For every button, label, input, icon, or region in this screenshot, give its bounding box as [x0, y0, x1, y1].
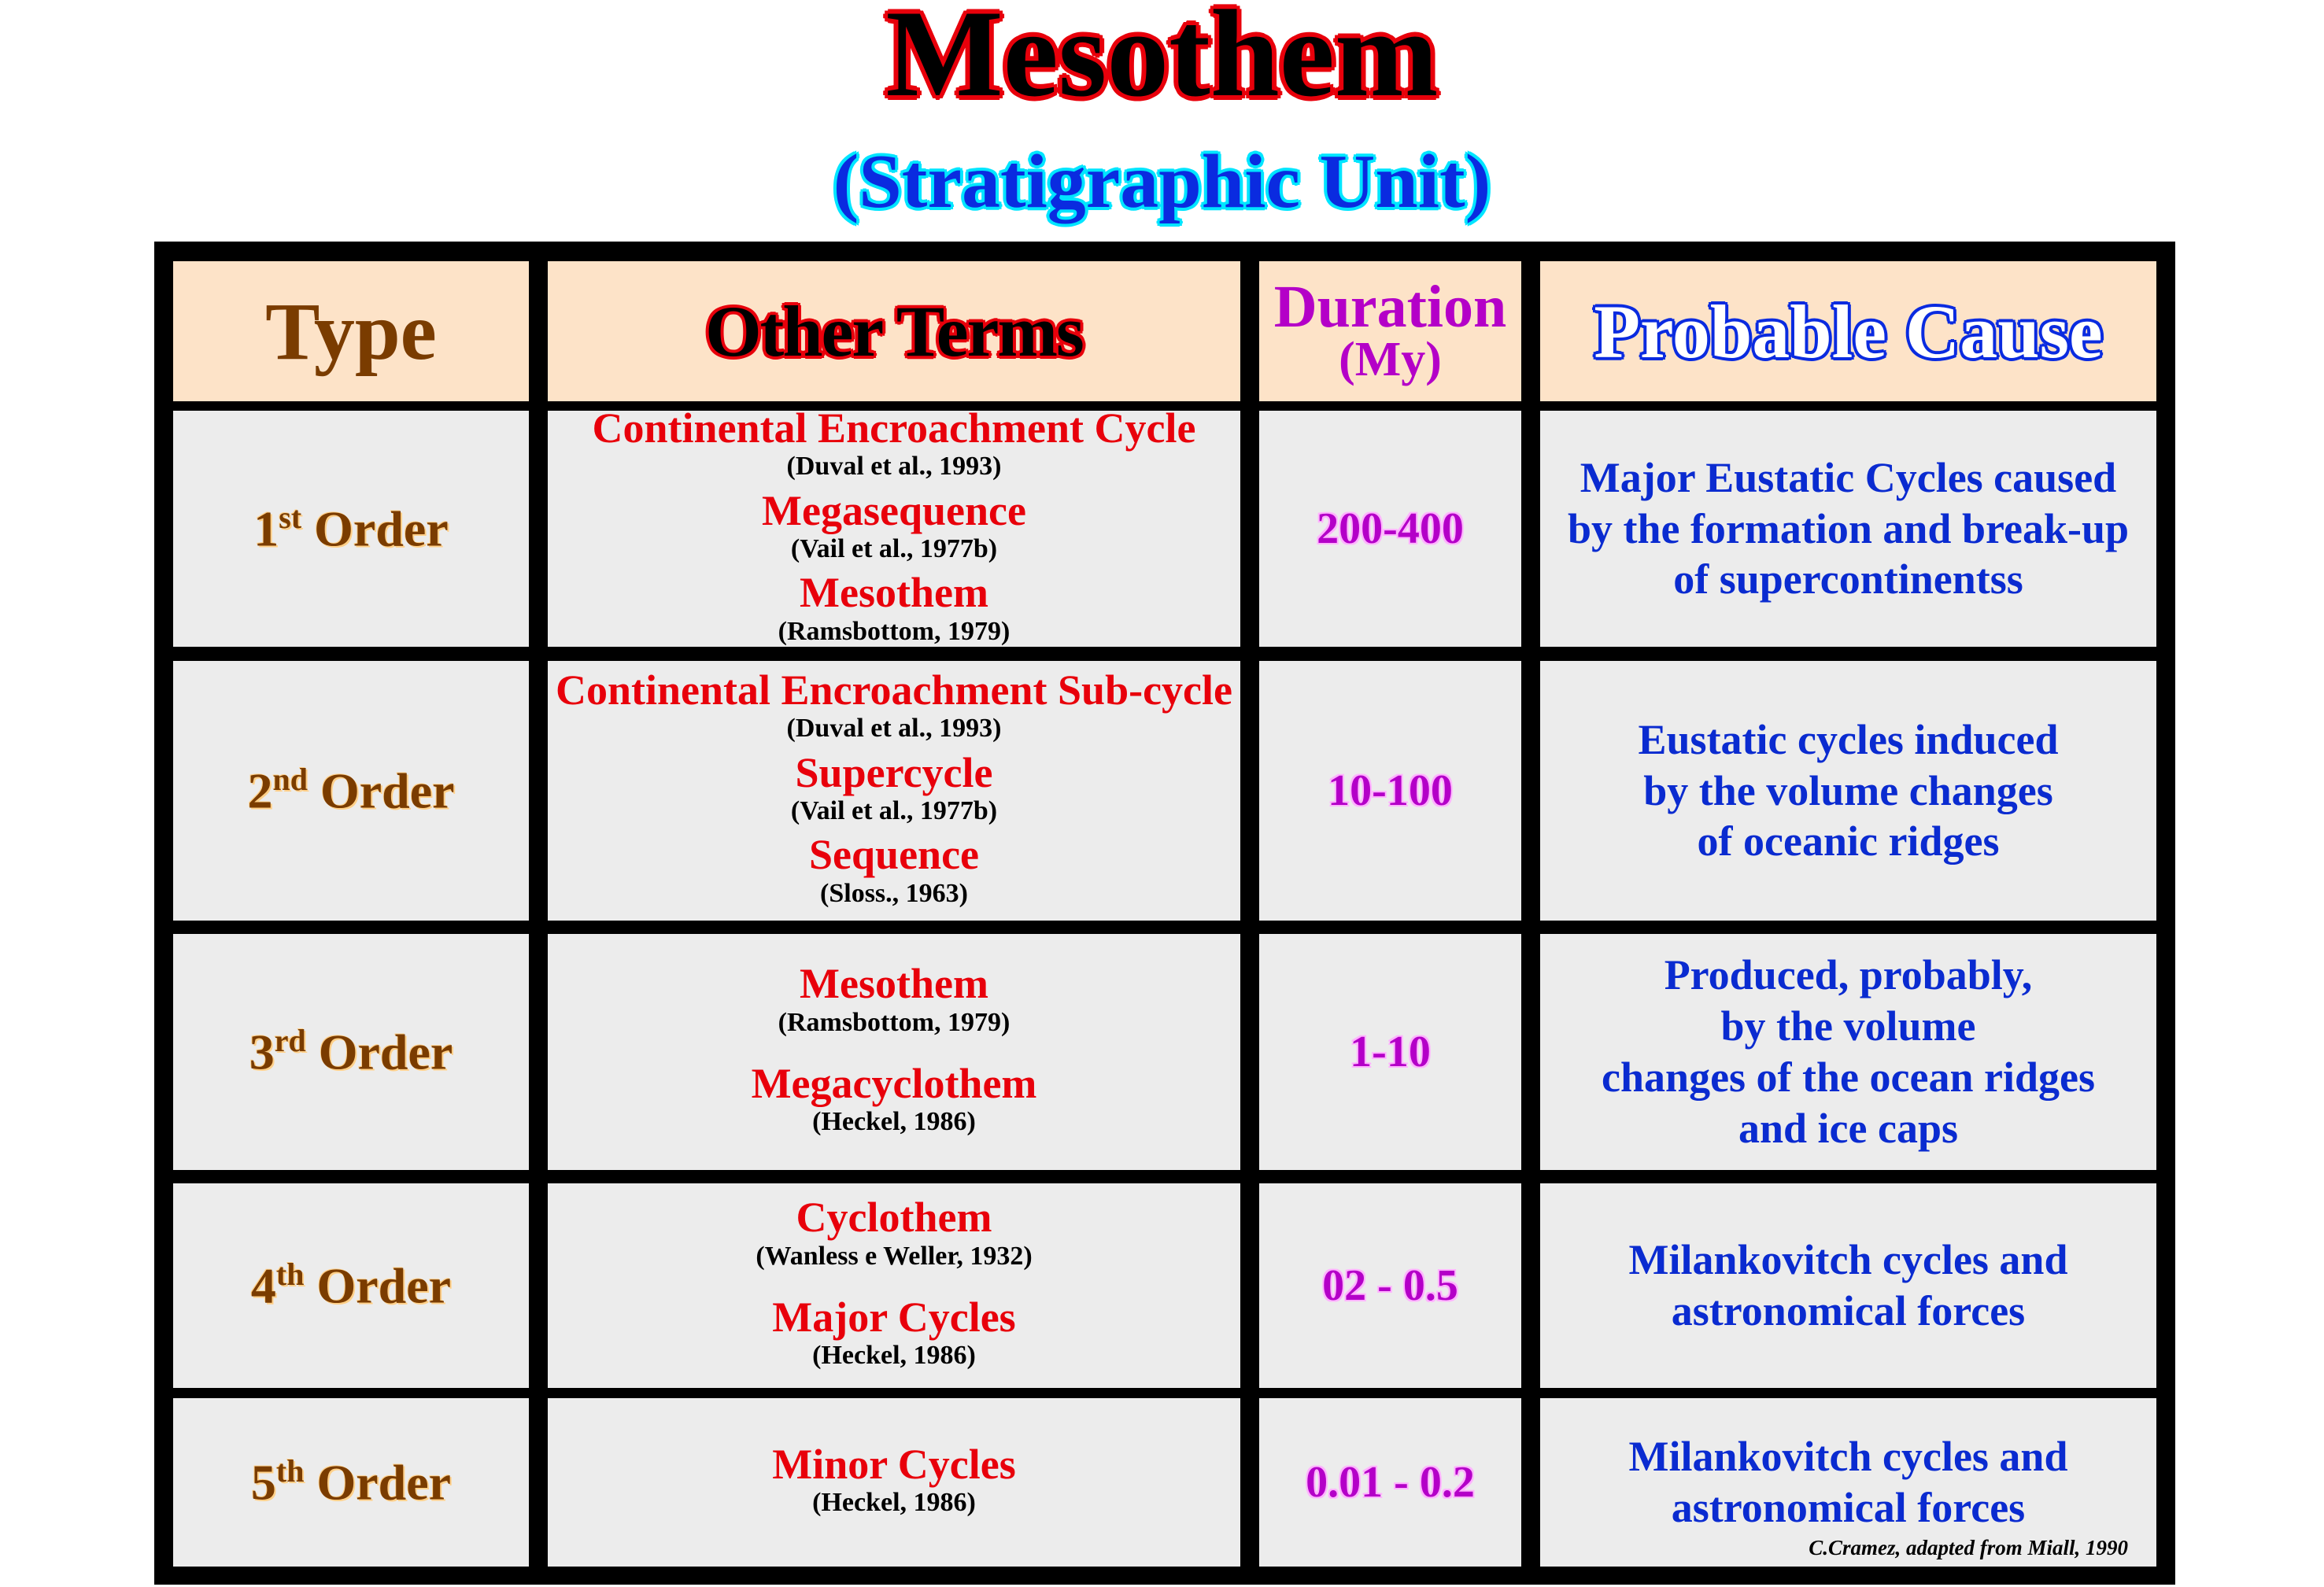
cause-line: Produced, probably,	[1664, 951, 2033, 999]
table-frame	[154, 242, 2175, 1585]
cause-line: Milankovitch cycles and	[1628, 1433, 2068, 1481]
page-title: Mesothem	[885, 0, 1439, 123]
term-ref: (Duval et al., 1993)	[786, 714, 1002, 744]
duration-value: 0.01 - 0.2	[1306, 1458, 1475, 1507]
cause-line: by the volume changes	[1643, 766, 2053, 814]
row-4-terms	[548, 1183, 1240, 1388]
header-probable-cause-label: Probable Cause	[1594, 289, 2103, 374]
header-duration	[1259, 261, 1521, 401]
page-subtitle: (Stratigraphic Unit)	[833, 139, 1491, 224]
row-1-duration	[1259, 411, 1521, 647]
row-5-terms	[548, 1398, 1240, 1567]
duration-value: 10-100	[1328, 766, 1453, 815]
cause-line: by the volume	[1720, 1002, 1976, 1050]
term-name: Mesothem	[800, 960, 988, 1008]
row-2-duration	[1259, 661, 1521, 921]
header-other-terms	[548, 261, 1240, 401]
row-1-type	[173, 411, 529, 647]
cause-line: Milankovitch cycles and	[1628, 1236, 2068, 1284]
term-name: Megasequence	[762, 486, 1026, 534]
duration-value: 1-10	[1350, 1028, 1431, 1076]
order-label: 1st Order	[253, 500, 449, 557]
term-name: Continental Encroachment Cycle	[592, 404, 1196, 452]
header-duration-unit: (My)	[1339, 333, 1442, 387]
order-label: 5th Order	[250, 1453, 452, 1511]
row-2-terms	[548, 661, 1240, 921]
term-ref: (Wanless e Weller, 1932)	[756, 1241, 1033, 1271]
term-ref: (Ramsbottom, 1979)	[778, 616, 1011, 646]
row-5-duration	[1259, 1398, 1521, 1567]
row-5-type	[173, 1398, 529, 1567]
duration-value: 02 - 0.5	[1322, 1261, 1458, 1310]
term-ref: (Heckel, 1986)	[812, 1107, 976, 1137]
term-ref: (Ramsbottom, 1979)	[778, 1007, 1011, 1037]
row-2-type	[173, 661, 529, 921]
cause-line: astronomical forces	[1671, 1287, 2026, 1334]
cause-line: astronomical forces	[1671, 1484, 2026, 1531]
term-name: Megacyclothem	[751, 1060, 1037, 1107]
cause-line: changes of the ocean ridges	[1602, 1054, 2095, 1101]
order-label: 2nd Order	[247, 762, 455, 819]
header-type	[173, 261, 529, 401]
row-4-cause	[1540, 1183, 2156, 1388]
duration-value: 200-400	[1317, 504, 1464, 553]
row-1-terms	[548, 404, 1240, 647]
cause-line: and ice caps	[1738, 1104, 1959, 1152]
cause-line: of oceanic ridges	[1697, 817, 2000, 865]
term-name: Major Cycles	[772, 1294, 1016, 1341]
term-name: Sequence	[809, 831, 979, 879]
term-ref: (Duval et al., 1993)	[786, 452, 1002, 482]
term-ref: (Sloss., 1963)	[820, 878, 968, 908]
header-type-label: Type	[265, 286, 437, 377]
term-ref: (Heckel, 1986)	[812, 1341, 976, 1371]
credit-note: C.Cramez, adapted from Miall, 1990	[1809, 1536, 2128, 1559]
row-4-duration	[1259, 1183, 1521, 1388]
order-label: 3rd Order	[249, 1023, 453, 1080]
term-name: Continental Encroachment Sub-cycle	[556, 666, 1232, 714]
term-name: Mesothem	[800, 569, 988, 617]
term-ref: (Vail et al., 1977b)	[790, 796, 998, 825]
row-1-cause	[1540, 411, 2156, 647]
header-probable-cause	[1540, 261, 2156, 401]
cause-line: by the formation and break-up	[1567, 504, 2130, 552]
row-3-duration	[1259, 934, 1521, 1170]
term-name: Supercycle	[795, 748, 993, 796]
row-2-cause	[1540, 661, 2156, 921]
term-name: Cyclothem	[796, 1194, 992, 1242]
header-other-terms-label: Other Terms	[705, 291, 1083, 371]
row-3-cause	[1540, 934, 2156, 1170]
row-4-type	[173, 1183, 529, 1388]
term-ref: (Heckel, 1986)	[812, 1488, 976, 1517]
row-5-cause	[1540, 1398, 2156, 1567]
header-duration-label: Duration	[1273, 273, 1507, 340]
cause-line: Eustatic cycles induced	[1638, 715, 2059, 763]
row-3-type	[173, 934, 529, 1170]
term-ref: (Vail et al., 1977b)	[790, 534, 998, 563]
term-name: Minor Cycles	[772, 1440, 1016, 1488]
cause-line: Major Eustatic Cycles caused	[1580, 453, 2117, 501]
order-label: 4th Order	[250, 1257, 452, 1314]
row-3-terms	[548, 934, 1240, 1170]
cause-line: of supercontinentss	[1673, 555, 2023, 603]
